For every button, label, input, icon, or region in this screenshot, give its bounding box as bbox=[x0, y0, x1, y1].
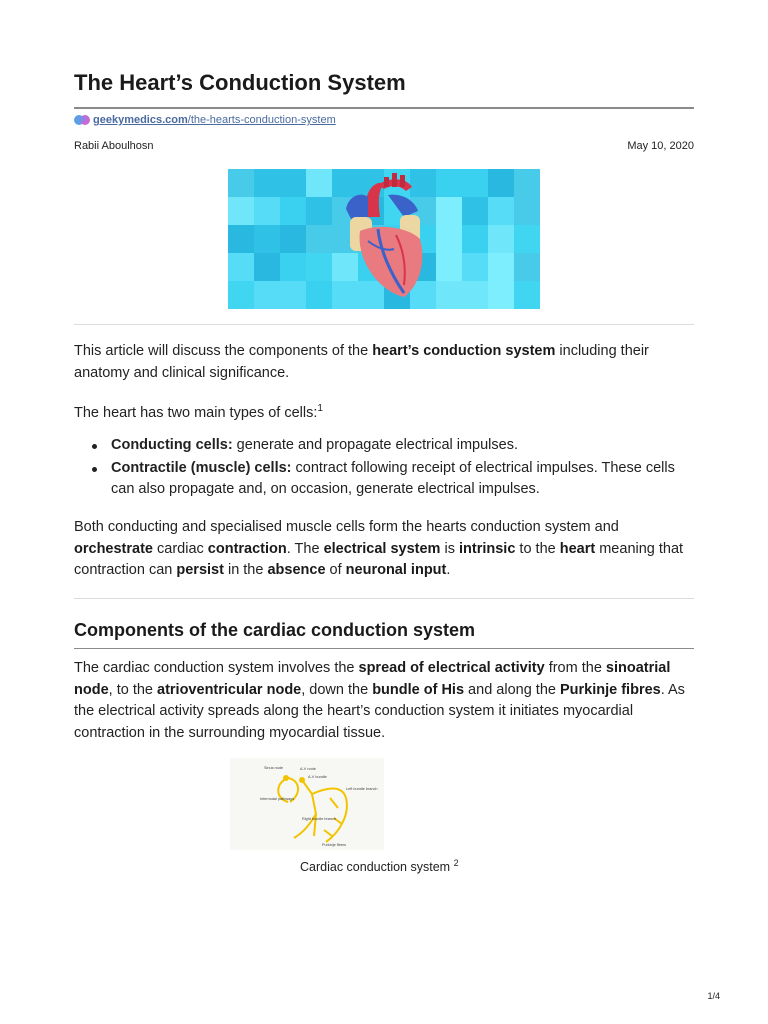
bold-run: spread of electrical activity bbox=[358, 660, 545, 676]
text-run: meaning that contraction can bbox=[74, 540, 684, 578]
intro-text: This article will discuss the components of the bbox=[74, 343, 373, 359]
intro-paragraph bbox=[74, 341, 694, 384]
title-divider bbox=[74, 107, 694, 109]
source-link[interactable] bbox=[74, 114, 336, 126]
text-run: in the bbox=[223, 562, 268, 578]
heart-illustration-icon bbox=[228, 169, 540, 309]
list-item-desc: contract following receipt of electrical impulses. These cells can also propagate and, on occasion, generate electrical impulses. bbox=[111, 459, 675, 497]
text-run: to the bbox=[515, 540, 560, 557]
text-run: . The bbox=[286, 540, 324, 557]
intro-bold: heart’s conduction system bbox=[372, 343, 556, 359]
caption-footnote-ref[interactable]: 2 bbox=[453, 858, 459, 868]
cell-types-text: The heart has two main types of cells: bbox=[74, 404, 318, 421]
conduction-diagram bbox=[230, 758, 384, 850]
text-run: Both conducting and specialised muscle cells form the hearts conduction system and bbox=[74, 519, 619, 535]
intro-text-end: including their anatomy and clinical significance. bbox=[74, 343, 649, 381]
caption-text: Cardiac conduction system bbox=[300, 860, 451, 875]
text-run: is bbox=[440, 540, 459, 557]
text-run: . As the electrical activity spreads along the heart’s conduction system it initiates myocardial contraction in the surrounding myocardial tissue. bbox=[74, 681, 685, 741]
page-title: The Heart’s Conduction System bbox=[74, 70, 406, 95]
cell-types-list bbox=[74, 435, 694, 502]
text-run: and along the bbox=[464, 681, 560, 698]
label-av-bundle: A-V bundle bbox=[308, 775, 327, 779]
page-number: 1/4 bbox=[707, 991, 720, 1001]
label-right-branch: Right bundle branch bbox=[302, 817, 336, 821]
bold-run: absence bbox=[267, 562, 326, 578]
bold-run: heart bbox=[559, 540, 596, 557]
text-run: of bbox=[325, 562, 346, 578]
text-run: . bbox=[446, 562, 451, 578]
list-item bbox=[111, 435, 694, 457]
section-heading-underline bbox=[74, 648, 694, 649]
bold-run: orchestrate bbox=[74, 540, 153, 557]
bold-run: intrinsic bbox=[458, 540, 516, 557]
section-divider bbox=[74, 598, 694, 599]
list-item bbox=[111, 458, 694, 501]
bold-run: sinoatrial node bbox=[74, 660, 671, 698]
text-run: from the bbox=[544, 660, 606, 676]
conduction-paragraph bbox=[74, 517, 694, 582]
list-item-term: Contractile (muscle) cells: bbox=[111, 459, 292, 476]
bold-run: electrical system bbox=[323, 540, 441, 557]
bold-run: Purkinje fibres bbox=[559, 681, 661, 698]
label-sinus-node: Sinus node bbox=[264, 766, 283, 770]
section-heading: Components of the cardiac conduction system bbox=[74, 620, 476, 640]
figure-caption bbox=[300, 858, 459, 874]
bold-run: persist bbox=[176, 562, 224, 578]
source-path[interactable]: /the-hearts-conduction-system bbox=[187, 114, 336, 126]
label-left-branch: Left bundle branch bbox=[346, 787, 378, 791]
bold-run: atrioventricular node bbox=[157, 681, 302, 698]
label-purkinje: Purkinje fibers bbox=[322, 843, 347, 847]
text-run: The cardiac conduction system involves the bbox=[74, 660, 359, 676]
list-item-desc: generate and propagate electrical impulses. bbox=[232, 437, 518, 453]
header-divider bbox=[74, 324, 694, 325]
bold-run: bundle of His bbox=[372, 681, 465, 698]
source-domain[interactable]: geekymedics.com bbox=[93, 114, 188, 126]
conduction-system-figure bbox=[230, 758, 384, 850]
heart-hero-image bbox=[228, 169, 540, 309]
list-item-term: Conducting cells: bbox=[111, 437, 233, 453]
components-paragraph bbox=[74, 658, 694, 744]
text-run: , down the bbox=[301, 681, 373, 698]
author: Rabii Aboulhosn bbox=[74, 140, 154, 152]
text-run: , to the bbox=[108, 681, 158, 698]
publish-date: May 10, 2020 bbox=[627, 140, 694, 152]
footnote-ref[interactable]: 1 bbox=[317, 403, 323, 414]
brain-logo-icon bbox=[74, 114, 90, 126]
label-av-node: A-V node bbox=[300, 767, 316, 771]
label-internodal: Internodal pathways bbox=[260, 797, 294, 801]
bold-run: neuronal input bbox=[345, 562, 447, 578]
cell-types-intro bbox=[74, 398, 694, 424]
text-run: cardiac bbox=[152, 540, 208, 557]
bold-run: contraction bbox=[207, 540, 287, 557]
